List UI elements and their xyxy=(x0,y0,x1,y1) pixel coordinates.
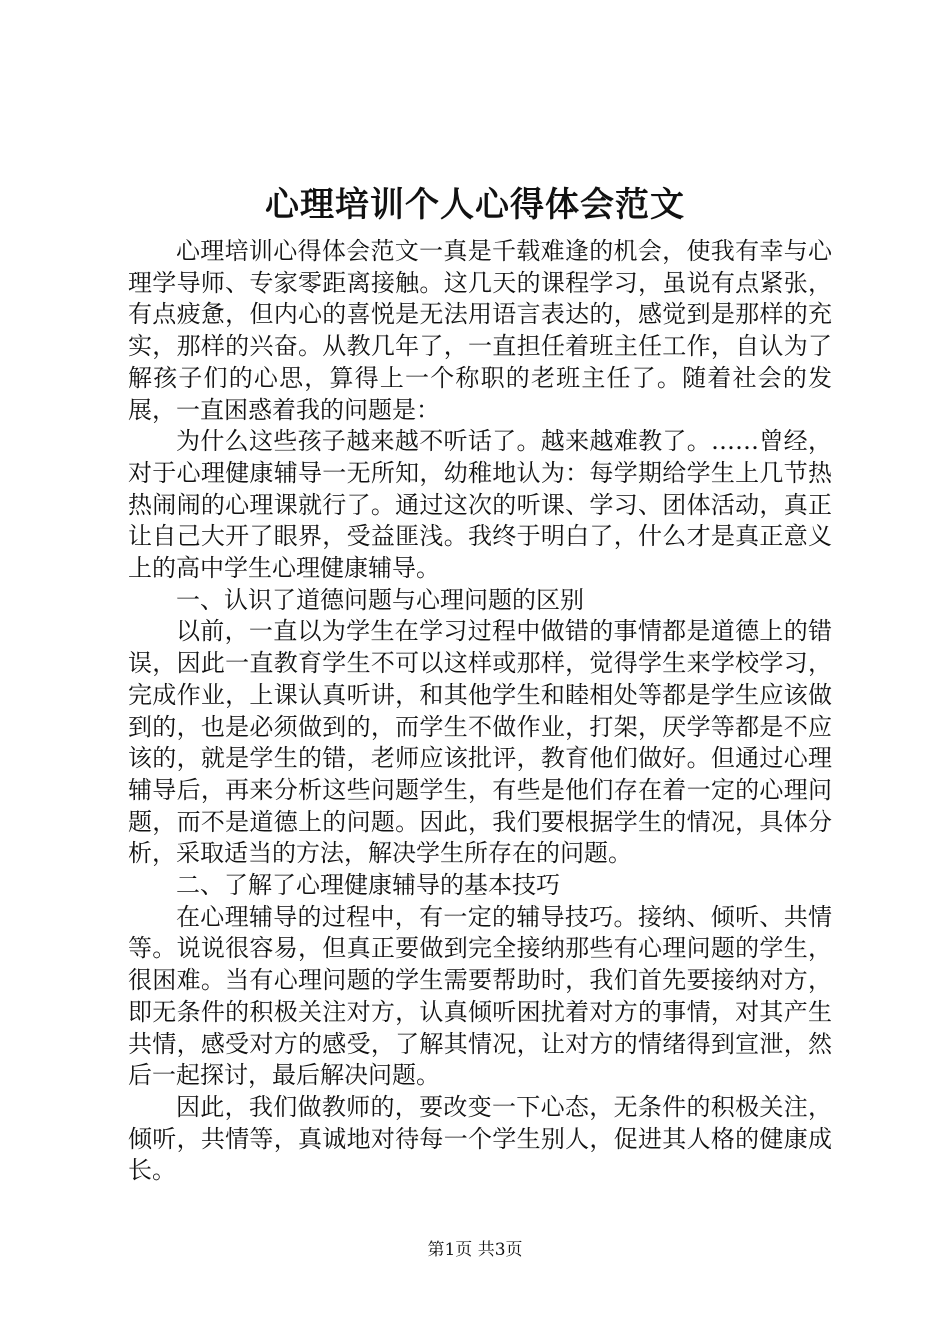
document-body xyxy=(128,236,832,1187)
page-number-footer: 第1页 共3页 xyxy=(427,1240,523,1260)
paragraph-section-2: 在心理辅导的过程中，有一定的辅导技巧。接纳、倾听、共情等。说说很容易，但真正要做到完全接纳那些有心理问题的学生，很困难。当有心理问题的学生需要帮助时，我们首先要接纳对方，即无条件的积极关注对方，认真倾听困扰着对方的事情，对其产生共情，感受对方的感受，了解其情况，让对方的情绪得到宣泄，然后一起探讨，最后解决问题。 xyxy=(128,902,832,1090)
paragraph-section-1: 以前，一直以为学生在学习过程中做错的事情都是道德上的错误，因此一直教育学生不可以这样或那样，觉得学生来学校学习，完成作业，上课认真听讲，和其他学生和睦相处等都是学生应该做到的，也是必须做到的，而学生不做作业，打架，厌学等都是不应该的，就是学生的错，老师应该批评，教育他们做好。但通过心理辅导后，再来分析这些问题学生，有些是他们存在着一定的心理问题，而不是道德上的问题。因此，我们要根据学生的情况，具体分析，采取适当的方法，解决学生所存在的问题。 xyxy=(128,617,832,868)
document-title: 心理培训个人心得体会范文 xyxy=(265,185,685,225)
section-heading-2: 二、了解了心理健康辅导的基本技巧 xyxy=(176,871,560,900)
paragraph-question: 为什么这些孩子越来越不听话了。越来越难教了。……曾经，对于心理健康辅导一无所知，幼稚地认为：每学期给学生上几节热热闹闹的心理课就行了。通过这次的听课、学习、团体活动，真正让自己大开了眼界，受益匪浅。我终于明白了，什么才是真正意义上的高中学生心理健康辅导。 xyxy=(128,427,832,583)
paragraph-intro: 心理培训心得体会范文一真是千载难逢的机会，使我有幸与心理学导师、专家零距离接触。这几天的课程学习，虽说有点紧张，有点疲惫，但内心的喜悦是无法用语言表达的，感觉到是那样的充实，那样的兴奋。从教几年了，一直担任着班主任工作，自认为了解孩子们的心思，算得上一个称职的老班主任了。随着社会的发展，一直困惑着我的问题是： xyxy=(128,237,832,424)
section-heading-1: 一、认识了道德问题与心理问题的区别 xyxy=(176,585,584,614)
paragraph-conclusion: 因此，我们做教师的，要改变一下心态，无条件的积极关注，倾听，共情等，真诚地对待每一个学生别人，促进其人格的健康成长。 xyxy=(128,1092,832,1185)
